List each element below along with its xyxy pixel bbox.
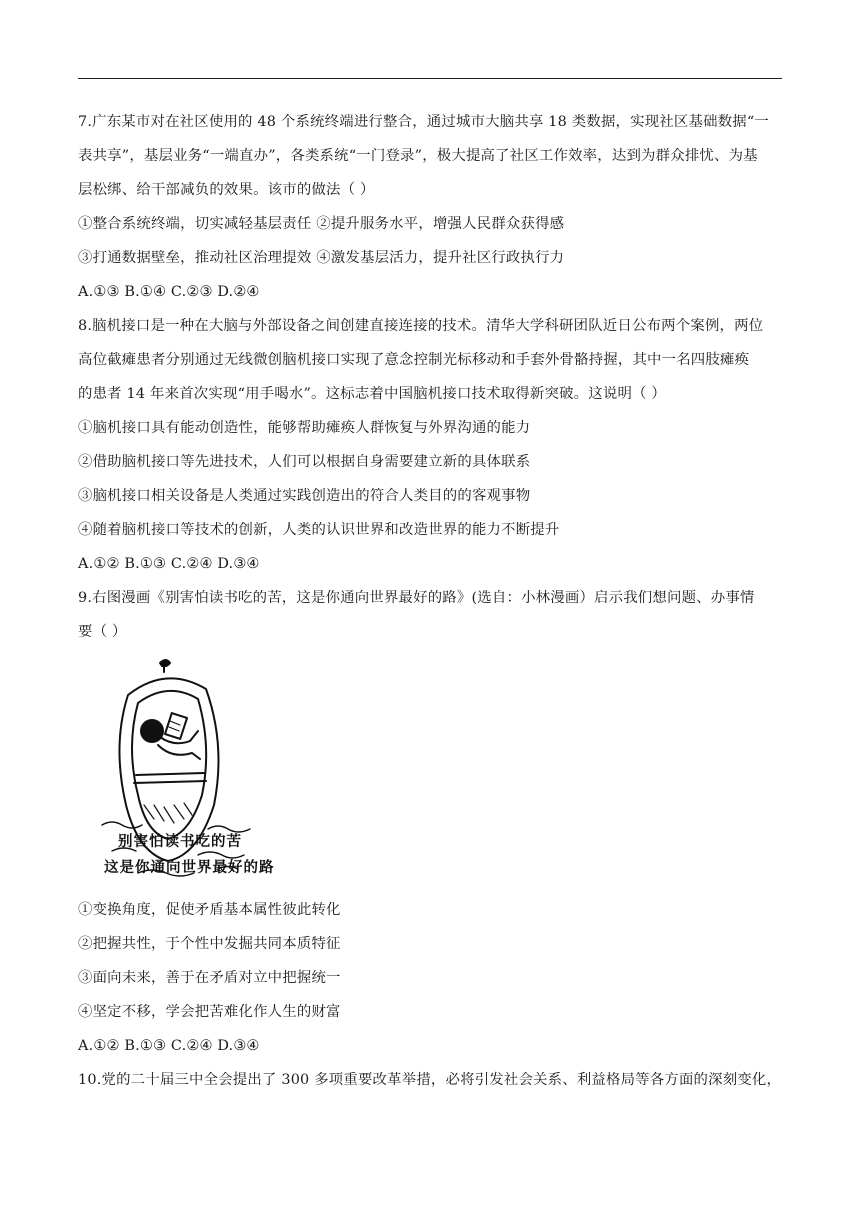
cartoon-caption-line1: 别害怕读书吃的苦 — [118, 834, 242, 850]
q8-stem-line1: 8.脑机接口是一种在大脑与外部设备之间创建直接连接的技术。清华大学科研团队近日公布两个案例，两位 — [78, 318, 764, 334]
q7-statements-row1: ①整合系统终端，切实减轻基层责任 ②提升服务水平，增强人民群众获得感 — [78, 216, 565, 232]
header-rule — [78, 78, 782, 79]
q10-stem-line1: 10.党的二十届三中全会提出了 300 多项重要改革举措，必将引发社会关系、利益格局等各方面的深刻变化， — [78, 1072, 782, 1088]
q9-stem-line1: 9.右图漫画《别害怕读书吃的苦，这是你通向世界最好的路》(选自：小林漫画）启示我们想问题、办事情 — [78, 590, 755, 606]
q8-stem-line2: 高位截瘫患者分别通过无线微创脑机接口实现了意念控制光标移动和手套外骨骼持握，其中一名四肢瘫痪 — [78, 352, 750, 368]
q8-stem-line3: 的患者 14 年来首次实现“用手喝水”。这标志着中国脑机接口技术取得新突破。这说明（ ） — [78, 386, 667, 402]
q8-options: A.①② B.①③ C.②④ D.③④ — [78, 556, 260, 572]
q8-statement-3: ③脑机接口相关设备是人类通过实践创造出的符合人类目的的客观事物 — [78, 488, 531, 504]
q9-stem-line2: 要（ ） — [78, 624, 127, 640]
q7-stem-line3: 层松绑、给干部减负的效果。该市的做法（ ） — [78, 182, 375, 198]
q8-statement-1: ①脑机接口具有能动创造性，能够帮助瘫痪人群恢复与外界沟通的能力 — [78, 420, 531, 436]
q9-options: A.①② B.①③ C.②④ D.③④ — [78, 1038, 260, 1054]
q7-options: A.①③ B.①④ C.②③ D.②④ — [78, 284, 260, 300]
q8-statement-4: ④随着脑机接口等技术的创新，人类的认识世界和改造世界的能力不断提升 — [78, 522, 560, 538]
q9-statement-3: ③面向未来，善于在矛盾对立中把握统一 — [78, 970, 341, 986]
q7-stem-line1: 7.广东某市对在社区使用的 48 个系统终端进行整合，通过城市大脑共享 18 类数据，实现社区基础数据“一 — [78, 114, 770, 130]
q7-stem-line2: 表共享”，基层业务“一端直办”，各类系统“一门登录”，极大提高了社区工作效率，达到为群众排忧、为基 — [78, 148, 758, 164]
q9-statement-4: ④坚定不移，学会把苦难化作人生的财富 — [78, 1004, 341, 1020]
q9-statement-2: ②把握共性，于个性中发掘共同本质特征 — [78, 936, 341, 952]
cartoon-caption-line2: 这是你通向世界最好的路 — [104, 860, 275, 876]
q8-statement-2: ②借助脑机接口等先进技术，人们可以根据自身需要建立新的具体联系 — [78, 454, 531, 470]
q7-statements-row2: ③打通数据壁垒，推动社区治理提效 ④激发基层活力，提升社区行政执行力 — [78, 250, 565, 266]
q9-statement-1: ①变换角度，促使矛盾基本属性彼此转化 — [78, 902, 341, 918]
